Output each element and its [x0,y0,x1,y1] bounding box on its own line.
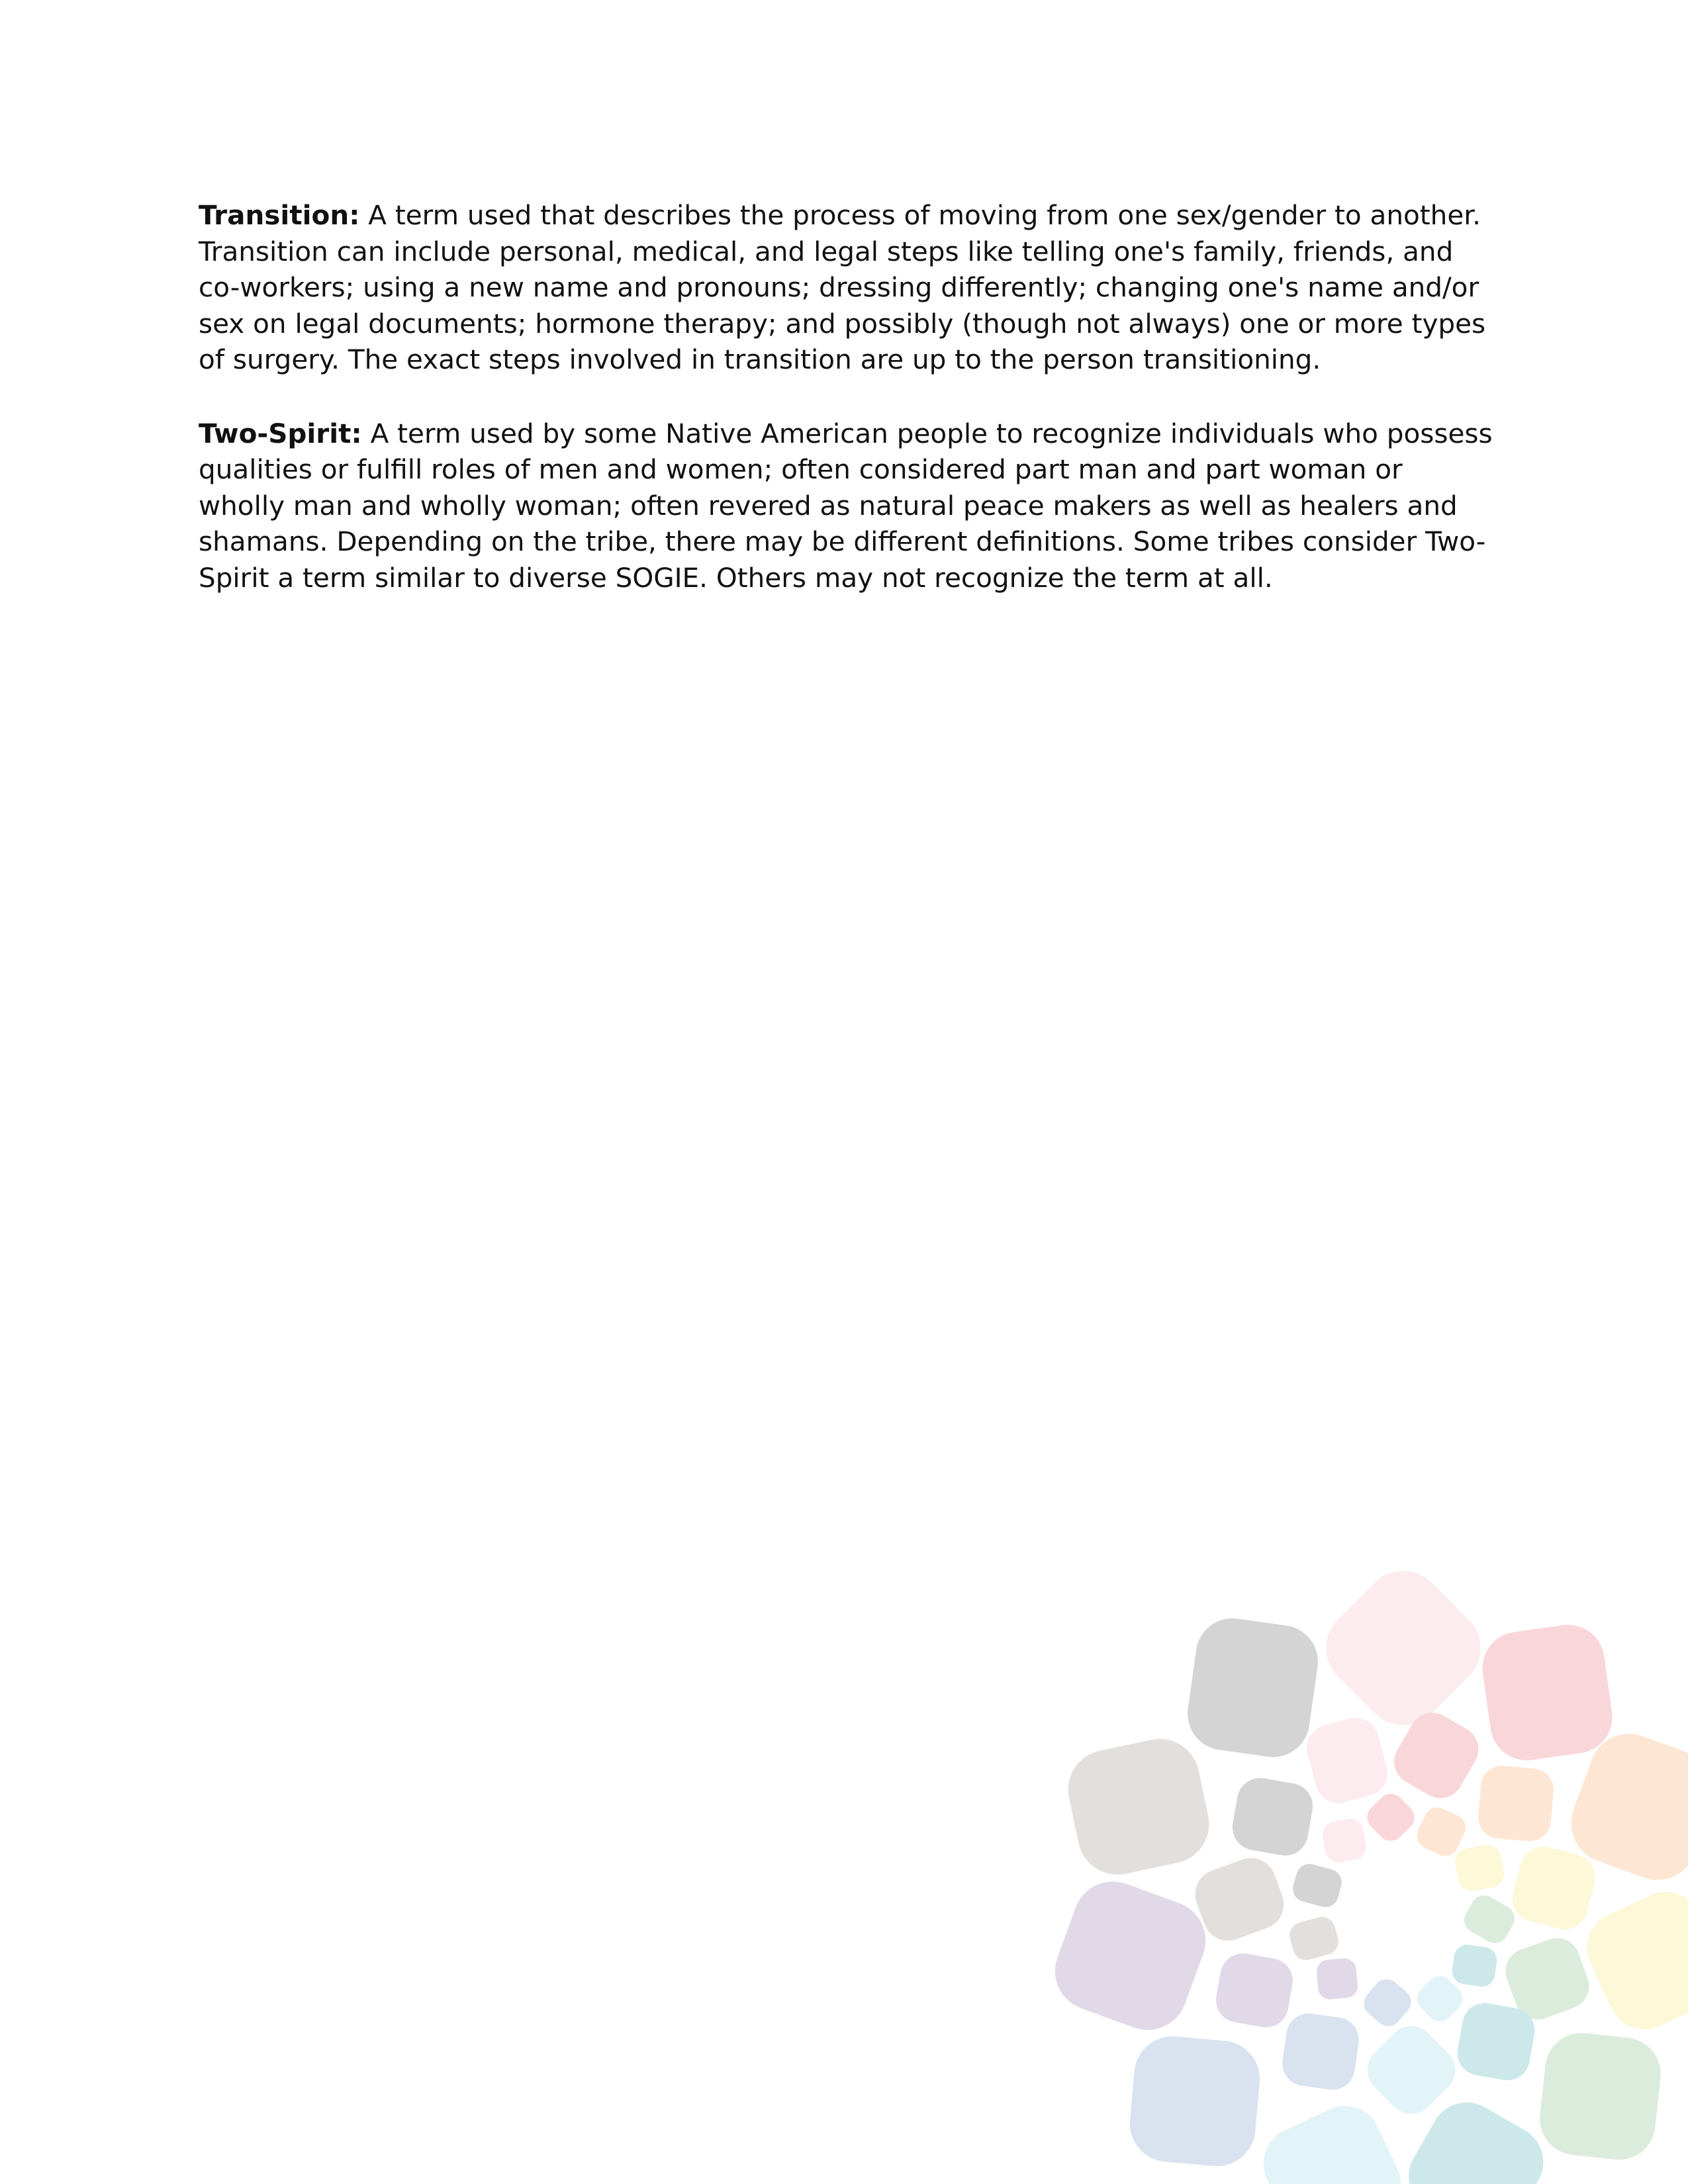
term-label: Transition: [199,199,360,231]
blob-shape [1252,2094,1413,2184]
blob-shape [1362,1788,1420,1846]
glossary-section [199,197,1496,633]
blob-shape [1450,1943,1499,1988]
blob-shape [1213,1950,1297,2031]
blob-shape [1301,1713,1392,1808]
glossary-entry-two-spirit [199,416,1496,596]
blob-shape [1287,1914,1342,1963]
blob-shape [1476,1764,1555,1843]
blob-shape [1321,1817,1368,1864]
blob-shape [1183,1614,1323,1762]
term-definition: A term used that describes the process of moving from one sex/gender to another. Transition can include personal, medical, and legal steps like telling one's family, friends, and co-workers; using a new name and pronouns; dressing differently; changing one's name and/or sex on legal documents; hormone therapy; and possibly (though not always) one or more types of surgery. The exact steps involved in transition are up to the person transitioning. [199,199,1486,375]
term-label: Two-Spirit: [199,417,362,449]
blob-shape [1460,1891,1520,1948]
blob-shape [1280,2011,1362,2093]
blob-shape [1290,1861,1345,1910]
blob-shape [1127,2033,1263,2169]
blob-shape [1044,1870,1217,2041]
blob-shape [1060,1731,1216,1882]
blob-shape [1507,1841,1601,1934]
rainbow-blob-flower-icon [1033,1555,1688,2184]
blob-shape [1536,2029,1664,2163]
blob-shape [1358,1974,1416,2031]
blob-shape [1315,1957,1358,2000]
blob-shape [1575,1880,1688,2042]
glossary-entry-transition [199,197,1496,378]
blob-shape [1453,1843,1506,1893]
term-definition: A term used by some Native American people to recognize individuals who possess qualities or fulfill roles of men and women; often considered part man and part woman or wholly man and wholly woman; often revered as natural peace makers as well as healers and shamans. Depending on the tribe, there may be different definitions. Some tribes consider Two-Spirit a term similar to diverse SOGIE. Others may not recognize the term at all. [199,417,1493,594]
blob-shape [1477,1620,1617,1765]
blob-shape [1229,1774,1316,1859]
blob-shape [1310,1555,1497,1741]
